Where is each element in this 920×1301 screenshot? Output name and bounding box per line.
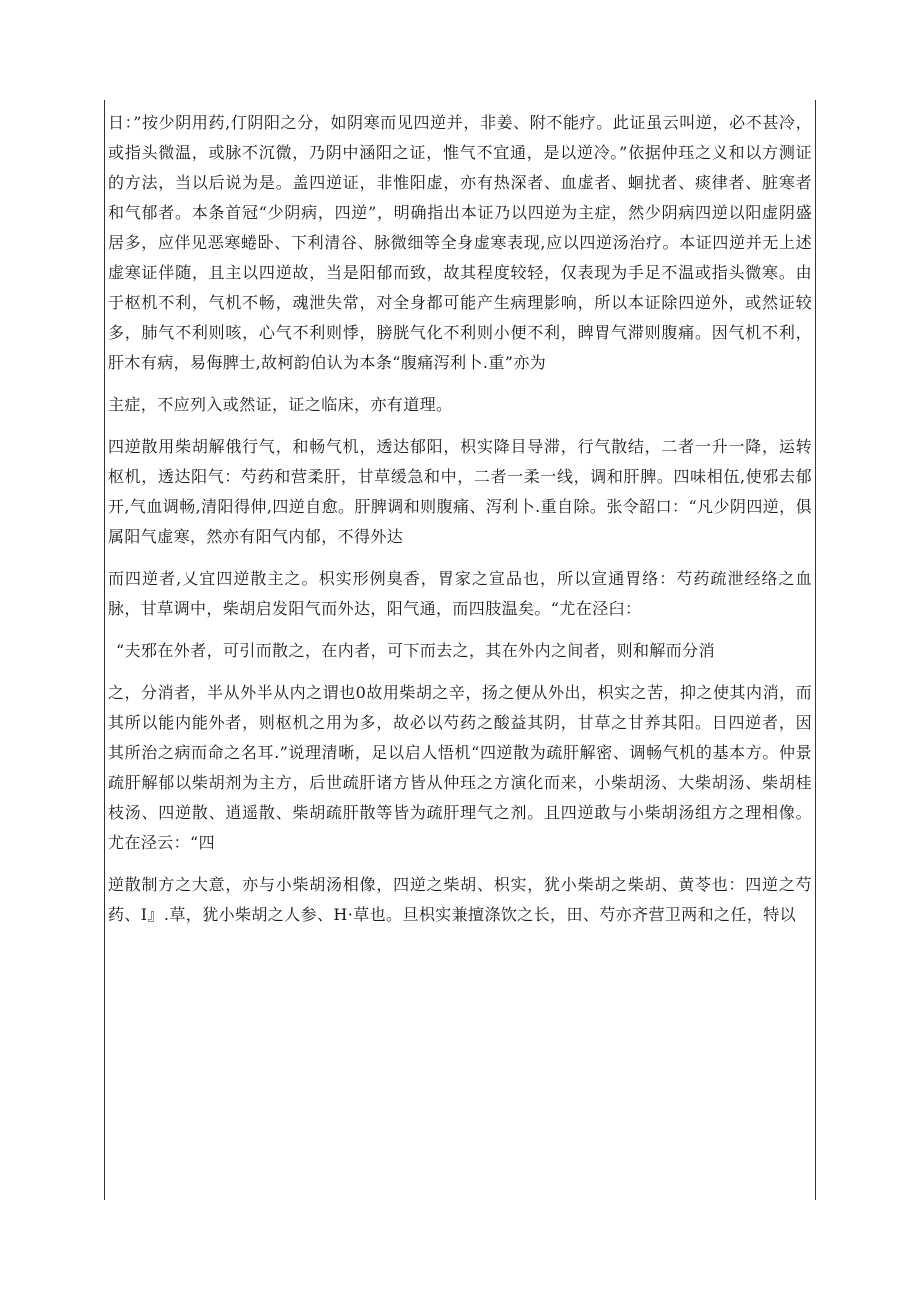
document-body: [108, 108, 812, 930]
paragraph-2: 主症，不应列入或然证，证之临床，亦有道理。: [108, 395, 453, 414]
paragraph-7: 逆散制方之大意，亦与小柴胡汤相像，四逆之柴胡、枳实，犹小柴胡之柴胡、黄苓也：四逆之芍药、I』.草，犹小柴胡之人参、H·草也。旦枳实兼擅涤饮之长，田、芍亦齐营卫两和之任，特以: [108, 875, 812, 924]
left-border-line: [104, 100, 105, 1200]
paragraph-1: 日：”按少阴用药,仃阴阳之分，如阴寒而见四逆并，非姜、附不能疗。此证虽云叫逆，必不甚冷，或指头微温，或脉不沉微，乃阴中涵阳之证，惟气不宜通，是以逆冷。”依据仲珏之义和以方测证的方法，当以后说为是。盖四逆证，非惟阳虚，亦有热深者、血虚者、蛔扰者、痰律者、脏寒者和气郁者。本条首冠“少阴病，四逆”，明确指出本证乃以四逆为主症，然少阴病四逆以阳虚阴盛居多，应伴见恶寒蜷卧、下利清谷、脉微细等全身虚寒表现,应以四逆汤治疗。本证四逆并无上述虚寒证伴随，且主以四逆故，当是阳郁而致，故其程度较轻，仅表现为手足不温或指头微寒。由于枢机不利，气机不畅，魂泄失常，对全身都可能产生病理影响，所以本证除四逆外，或然证较多，肺气不利则咳，心气不利则悸，膀胱气化不利则小便不利，睥胃气滞则腹痛。因气机不利，肝木有病，易侮脾士,故柯韵伯认为本条“腹痛泻利卜.重”亦为: [108, 113, 812, 372]
right-border-line: [815, 100, 816, 1200]
paragraph-5: “夫邪在外者，可引而散之，在内者，可下而去之，其在外内之间者，则和解而分消: [116, 641, 715, 660]
paragraph-3: 四逆散用柴胡解俄行气，和畅气机，透达郁阳，枳实降目导滞，行气散结，二者一升一降，运转枢机，透达阳气：芍药和营柔肝，甘草缓急和中，二者一柔一线，调和肝脾。四味相伍,使邪去郁开,气血调畅,清阳得伸,四逆自愈。肝脾调和则腹痛、泻利卜.重自除。张令韶口：“凡少阴四逆，俱属阳气虚寒，然亦有阳气内郁，不得外达: [108, 437, 812, 546]
paragraph-6: 之，分消者，半从外半从内之谓也0故用柴胡之辛，扬之便从外出，枳实之苦，抑之使其内消，而其所以能内能外者，则枢机之用为多，故必以芍药之酸益其阴，甘草之甘养其阳。日四逆者，因其所治之病而命之名耳.”说理清晰，足以启人悟机“四逆散为疏肝解密、调畅气机的基本方。仲景疏肝解郁以柴胡剂为主方，后世疏肝诸方皆从仲珏之方演化而来，小柴胡汤、大柴胡汤、柴胡桂枝汤、四逆散、逍遥散、柴胡疏肝散等皆为疏肝理气之剂。且四逆敢与小柴胡汤组方之理相像。尤在泾云：“四: [108, 683, 812, 852]
paragraph-4: 而四逆者,乂宜四逆散主之。枳实形例臭香，胃家之宣品也，所以宣通胃络：芍药疏泄经络之血脉，甘草调中，柴胡启发阳气而外达，阳气通，而四肢温矣。“尤在泾臼：: [108, 569, 812, 618]
